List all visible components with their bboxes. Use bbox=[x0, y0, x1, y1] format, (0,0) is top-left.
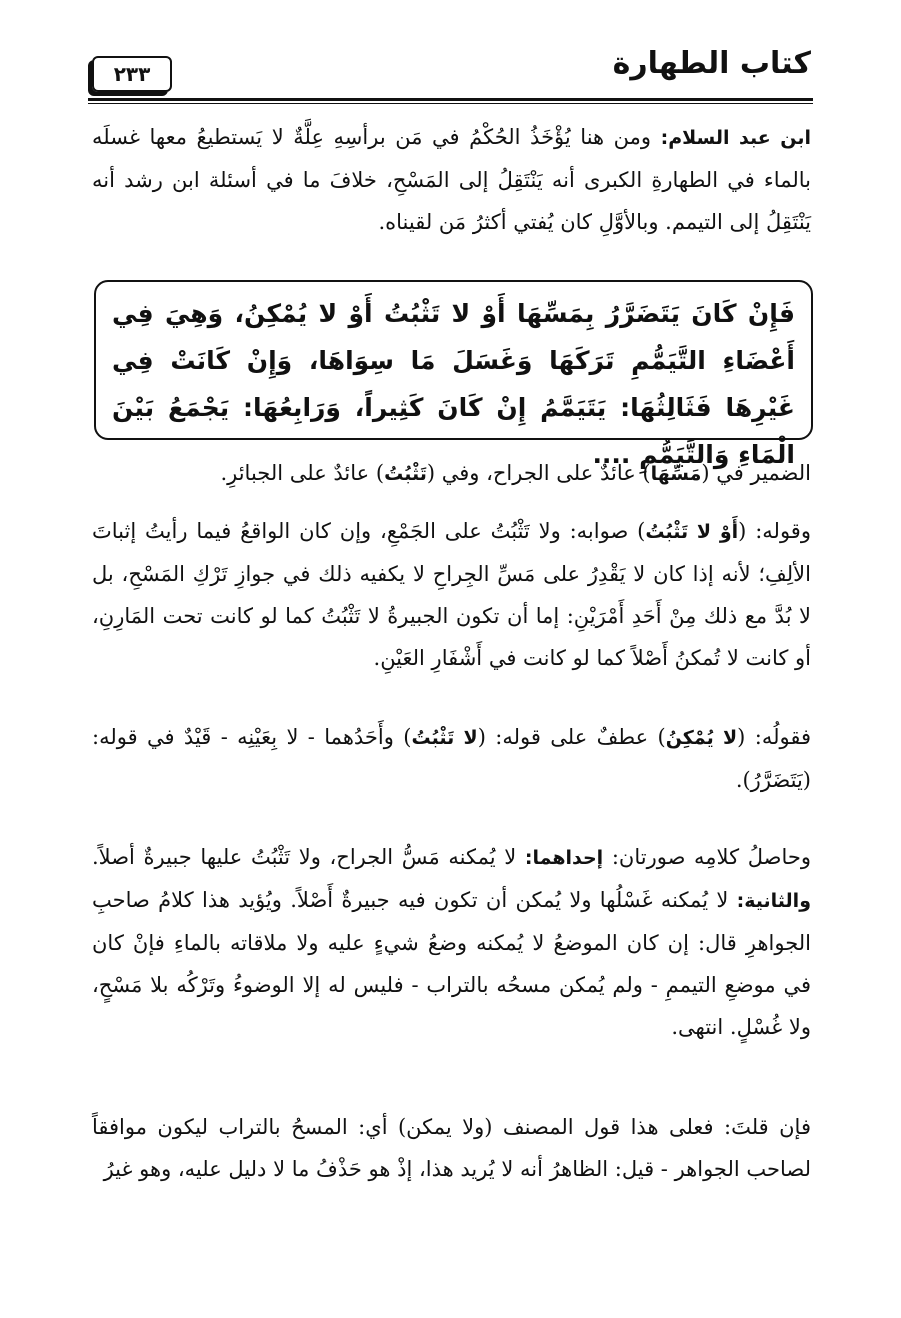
case-label: والثانية: bbox=[736, 890, 811, 912]
paragraph-2: الضمير في (مَسِّهَا) عائدٌ على الجراح، وفي (تَثْبُتُ) عائدٌ على الجبائرِ. bbox=[220, 461, 811, 485]
paragraph-3: وقوله: (أَوْ لا تَثْبُتُ) صوابه: ولا تَثْبُتُ على الجَمْعِ، وإن كان الواقعُ فيما رأيتُ إثباتَ الألِفِ؛ لأنه إذا كان لا يَقْدِرُ على مَسِّ الجِراحِ لا يكفيه ذلك في جوازِ تَرْكِ المَسْحِ، بل لا بُدَّ مع ذلك مِنْ أَحَدِ أَمْرَيْنِ: إما أن تكون الجبيرةُ لا تَثْبُتُ كما لو كانت تحت المَارِنِ، أو كانت لا تُمكنُ أَصْلاً كما لو كانت في أَشْفَارِ العَيْنِ. bbox=[92, 519, 811, 670]
paragraph-1 bbox=[92, 116, 811, 243]
quoted-term: مَسِّهَا bbox=[650, 463, 702, 485]
quoted-term: لا يُمْكِنُ bbox=[665, 727, 738, 749]
quoted-term: تَثْبُتُ bbox=[384, 463, 427, 485]
paragraph-5: وحاصلُ كلامِه صورتان: إحداهما: لا يُمكنه مَسُّ الجراح، ولا تَثْبُتُ عليها جبيرةٌ أصلاً. والثانية: لا يُمكنه غَسْلُها ولا يُمكن أن تكون فيه جبيرةٌ أَصْلاً. ويُؤيد هذا كلامُ صاحبِ الجواهرِ قال: إن كان الموضعُ لا يُمكنه وضعُ شيءٍ عليه ولا ملاقاته بالماءِ فإنْ كان في موضعِ التيممِ - ولم يُمكن مسحُه بالتراب - فليس له إلا الوضوءُ وتَرْكُه بلا مَسْحٍ، ولا غُسْلٍ. انتهى. bbox=[92, 845, 811, 1039]
paragraph-1-text: ومن هنا يُؤْخَذُ الحُكْمُ في مَن برأسِهِ عِلَّةٌ لا يَستطيعُ معها غسلَه بالماء في الطهارةِ الكبرى أنه يَنْتَقِلُ إلى المَسْحِ، خلافَ ما في أسئلة ابن رشد أنه يَنْتَقِلُ إلى التيمم. وبالأوَّلِ كان يُفتي أكثرُ مَن لقيناه. bbox=[92, 125, 811, 234]
paragraph-6: فإن قلتَ: فعلى هذا قول المصنف (ولا يمكن) أي: المسحُ بالتراب ليكون موافقاً لصاحب الجواهر - قيل: الظاهرُ أنه لا يُريد هذا، إذْ هو حَذْفُ ما لا دليل عليه، وهو غيرُ bbox=[92, 1115, 811, 1181]
speaker-name: ابن عبد السلام: bbox=[660, 127, 811, 149]
quoted-term: لا تَثْبُتُ bbox=[411, 727, 478, 749]
matn-box: فَإِنْ كَانَ يَتَضَرَّرُ بِمَسِّهَا أَوْ لا تَثْبُتُ أَوْ لا يُمْكِنُ، وَهِيَ فِي أَعْضَاءِ التَّيَمُّمِ تَرَكَهَا وَغَسَلَ مَا سِوَاهَا، وَإِنْ كَانَتْ فِي غَيْرِهَا فَثَالِثُهَا: يَتَيَمَّمُ إِنْ كَانَ كَثِيراً، وَرَابِعُهَا: يَجْمَعُ بَيْنَ الْمَاءِ وَالتَّيَمُّمِ .... bbox=[94, 280, 813, 440]
header-rule bbox=[88, 98, 813, 101]
quoted-term: أَوْ لا تَثْبُتُ bbox=[645, 521, 739, 543]
header-rule-thin bbox=[88, 103, 813, 104]
page-number: ٢٣٣ bbox=[92, 56, 172, 92]
paragraph-4: فقولُه: (لا يُمْكِنُ) عطفٌ على قوله: (لا تَثْبُتُ) وأَحَدُهما - لا بِعَيْنِه - قَيْدٌ في قوله: (يَتَضَرَّرُ). bbox=[92, 725, 811, 792]
book-title: كتاب الطهارة bbox=[612, 46, 811, 81]
case-label: إحداهما: bbox=[524, 847, 604, 869]
